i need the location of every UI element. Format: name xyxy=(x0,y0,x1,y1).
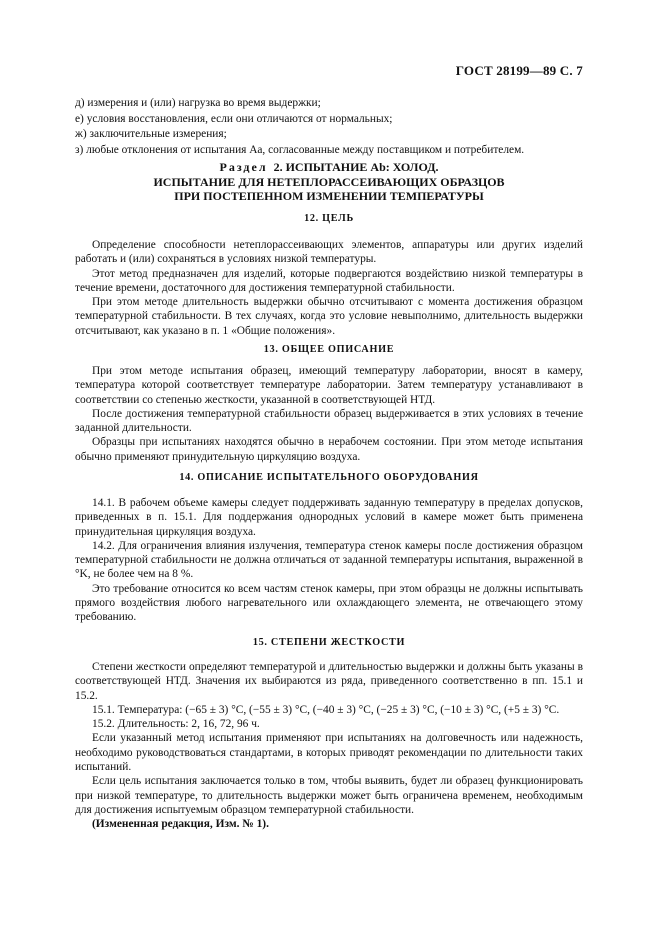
heading-13: 13. ОБЩЕЕ ОПИСАНИЕ xyxy=(263,344,395,355)
paragraph: Это требование относится ко всем частям стенок камеры, при этом образцы не должны испытывать прямого воздействия любого нагревательного или охлаждающего элемента, не отвечающего этому требованию. xyxy=(75,582,583,624)
list-item: д) измерения и (или) нагрузка во время выдержки; xyxy=(75,97,321,109)
requirements-list xyxy=(75,96,524,158)
heading-12: 12. ЦЕЛЬ xyxy=(304,213,354,224)
paragraph: Если указанный метод испытания применяют при испытаниях на долговечность или надежность, необходимо руководствоваться стандартами, в которых приводят рекомендации по длительности таких испытаний. xyxy=(75,732,583,774)
section-title xyxy=(75,160,583,204)
paragraph: 15.2. Длительность: 2, 16, 72, 96 ч. xyxy=(92,718,260,731)
amendment-note: (Измененная редакция, Изм. № 1). xyxy=(92,818,269,831)
paragraph: 15.1. Температура: (−65 ± 3) °C, (−55 ± 3) °C, (−40 ± 3) °C, (−25 ± 3) °C, (−10 ± 3) °C, (+5 ± 3) °C. xyxy=(92,703,560,716)
paragraph: После достижения температурной стабильности образец выдерживается в этих условиях в течение заданной длительности. xyxy=(75,407,583,435)
section-title-line3: ПРИ ПОСТЕПЕННОМ ИЗМЕНЕНИИ ТЕМПЕРАТУРЫ xyxy=(174,189,484,203)
paragraph: 14.1. В рабочем объеме камеры следует поддерживать заданную температуру в пределах допусков, приведенных в п. 15.1. Для поддержания однородных условий в камере может быть применена принудительная циркуляция воздуха. xyxy=(75,497,583,538)
list-item: з) любые отклонения от испытания Аа, согласованные между поставщиком и потребителем. xyxy=(75,143,525,156)
paragraph: Если цель испытания заключается только в том, чтобы выявить, будет ли образец функционировать при низкой температуре, то длительность выдержки может быть ограничена временем, необходимым для достижения испытуемым образцом температурной стабильности. xyxy=(75,775,583,816)
heading-15: 15. СТЕПЕНИ ЖЕСТКОСТИ xyxy=(252,637,406,648)
paragraph: Определение способности нетеплорассеивающих элементов, аппаратуры или других изделий работать и (или) сохраняться в условиях низкой температуры. xyxy=(75,239,583,266)
paragraph: Степени жесткости определяют температурой и длительностью выдержки и должны быть указаны в соответствующей НТД. Значения их выбираются из ряда, приведенного соответственно в пп. 15.1 и 15.2. xyxy=(75,661,583,702)
section-title-line1: 2. ИСПЫТАНИЕ Ab: ХОЛОД. xyxy=(273,160,439,174)
section-label: Раздел xyxy=(219,160,268,174)
list-item: ж) заключительные измерения; xyxy=(75,128,227,140)
section-15-body xyxy=(75,660,583,832)
list-item: е) условия восстановления, если они отличаются от нормальных; xyxy=(75,112,393,125)
paragraph: Этот метод предназначен для изделий, которые подвергаются воздействию низкой температуры в течение времени, достаточного для достижения температурной стабильности. xyxy=(75,267,583,294)
section-title-line2: ИСПЫТАНИЕ ДЛЯ НЕТЕПЛОРАССЕИВАЮЩИХ ОБРАЗЦОВ xyxy=(153,174,505,189)
paragraph: При этом методе длительность выдержки обычно отсчитывают с момента достижения образцом температурной стабильности. В тех случаях, когда это условие невыполнимо, длительность выдержки отсчитывают, как указано в п. 1 «Общие положения». xyxy=(75,296,583,337)
paragraph: Образцы при испытаниях находятся обычно в нерабочем состоянии. При этом методе испытания обычно применяют принудительную циркуляцию воздуха. xyxy=(75,436,583,463)
heading-14: 14. ОПИСАНИЕ ИСПЫТАТЕЛЬНОГО ОБОРУДОВАНИЯ xyxy=(179,472,479,483)
section-12-body xyxy=(75,238,583,338)
section-13-body xyxy=(75,364,583,464)
paragraph: При этом методе испытания образец, имеющий температуру лаборатории, вносят в камеру, температура которой соответствует температуре лаборатории. Затем температуру устанавливают в соответствии со степенью жесткости, указанной в соответствующей НТД. xyxy=(75,365,583,406)
section-14-body xyxy=(75,496,583,625)
paragraph: 14.2. Для ограничения влияния излучения, температура стенок камеры после достижения образцом температурной стабильности не должна отличаться от заданной температуры испытания, выраженной в °K, не более чем на 8 %. xyxy=(75,539,583,581)
page-header: ГОСТ 28199—89 С. 7 xyxy=(455,63,583,78)
